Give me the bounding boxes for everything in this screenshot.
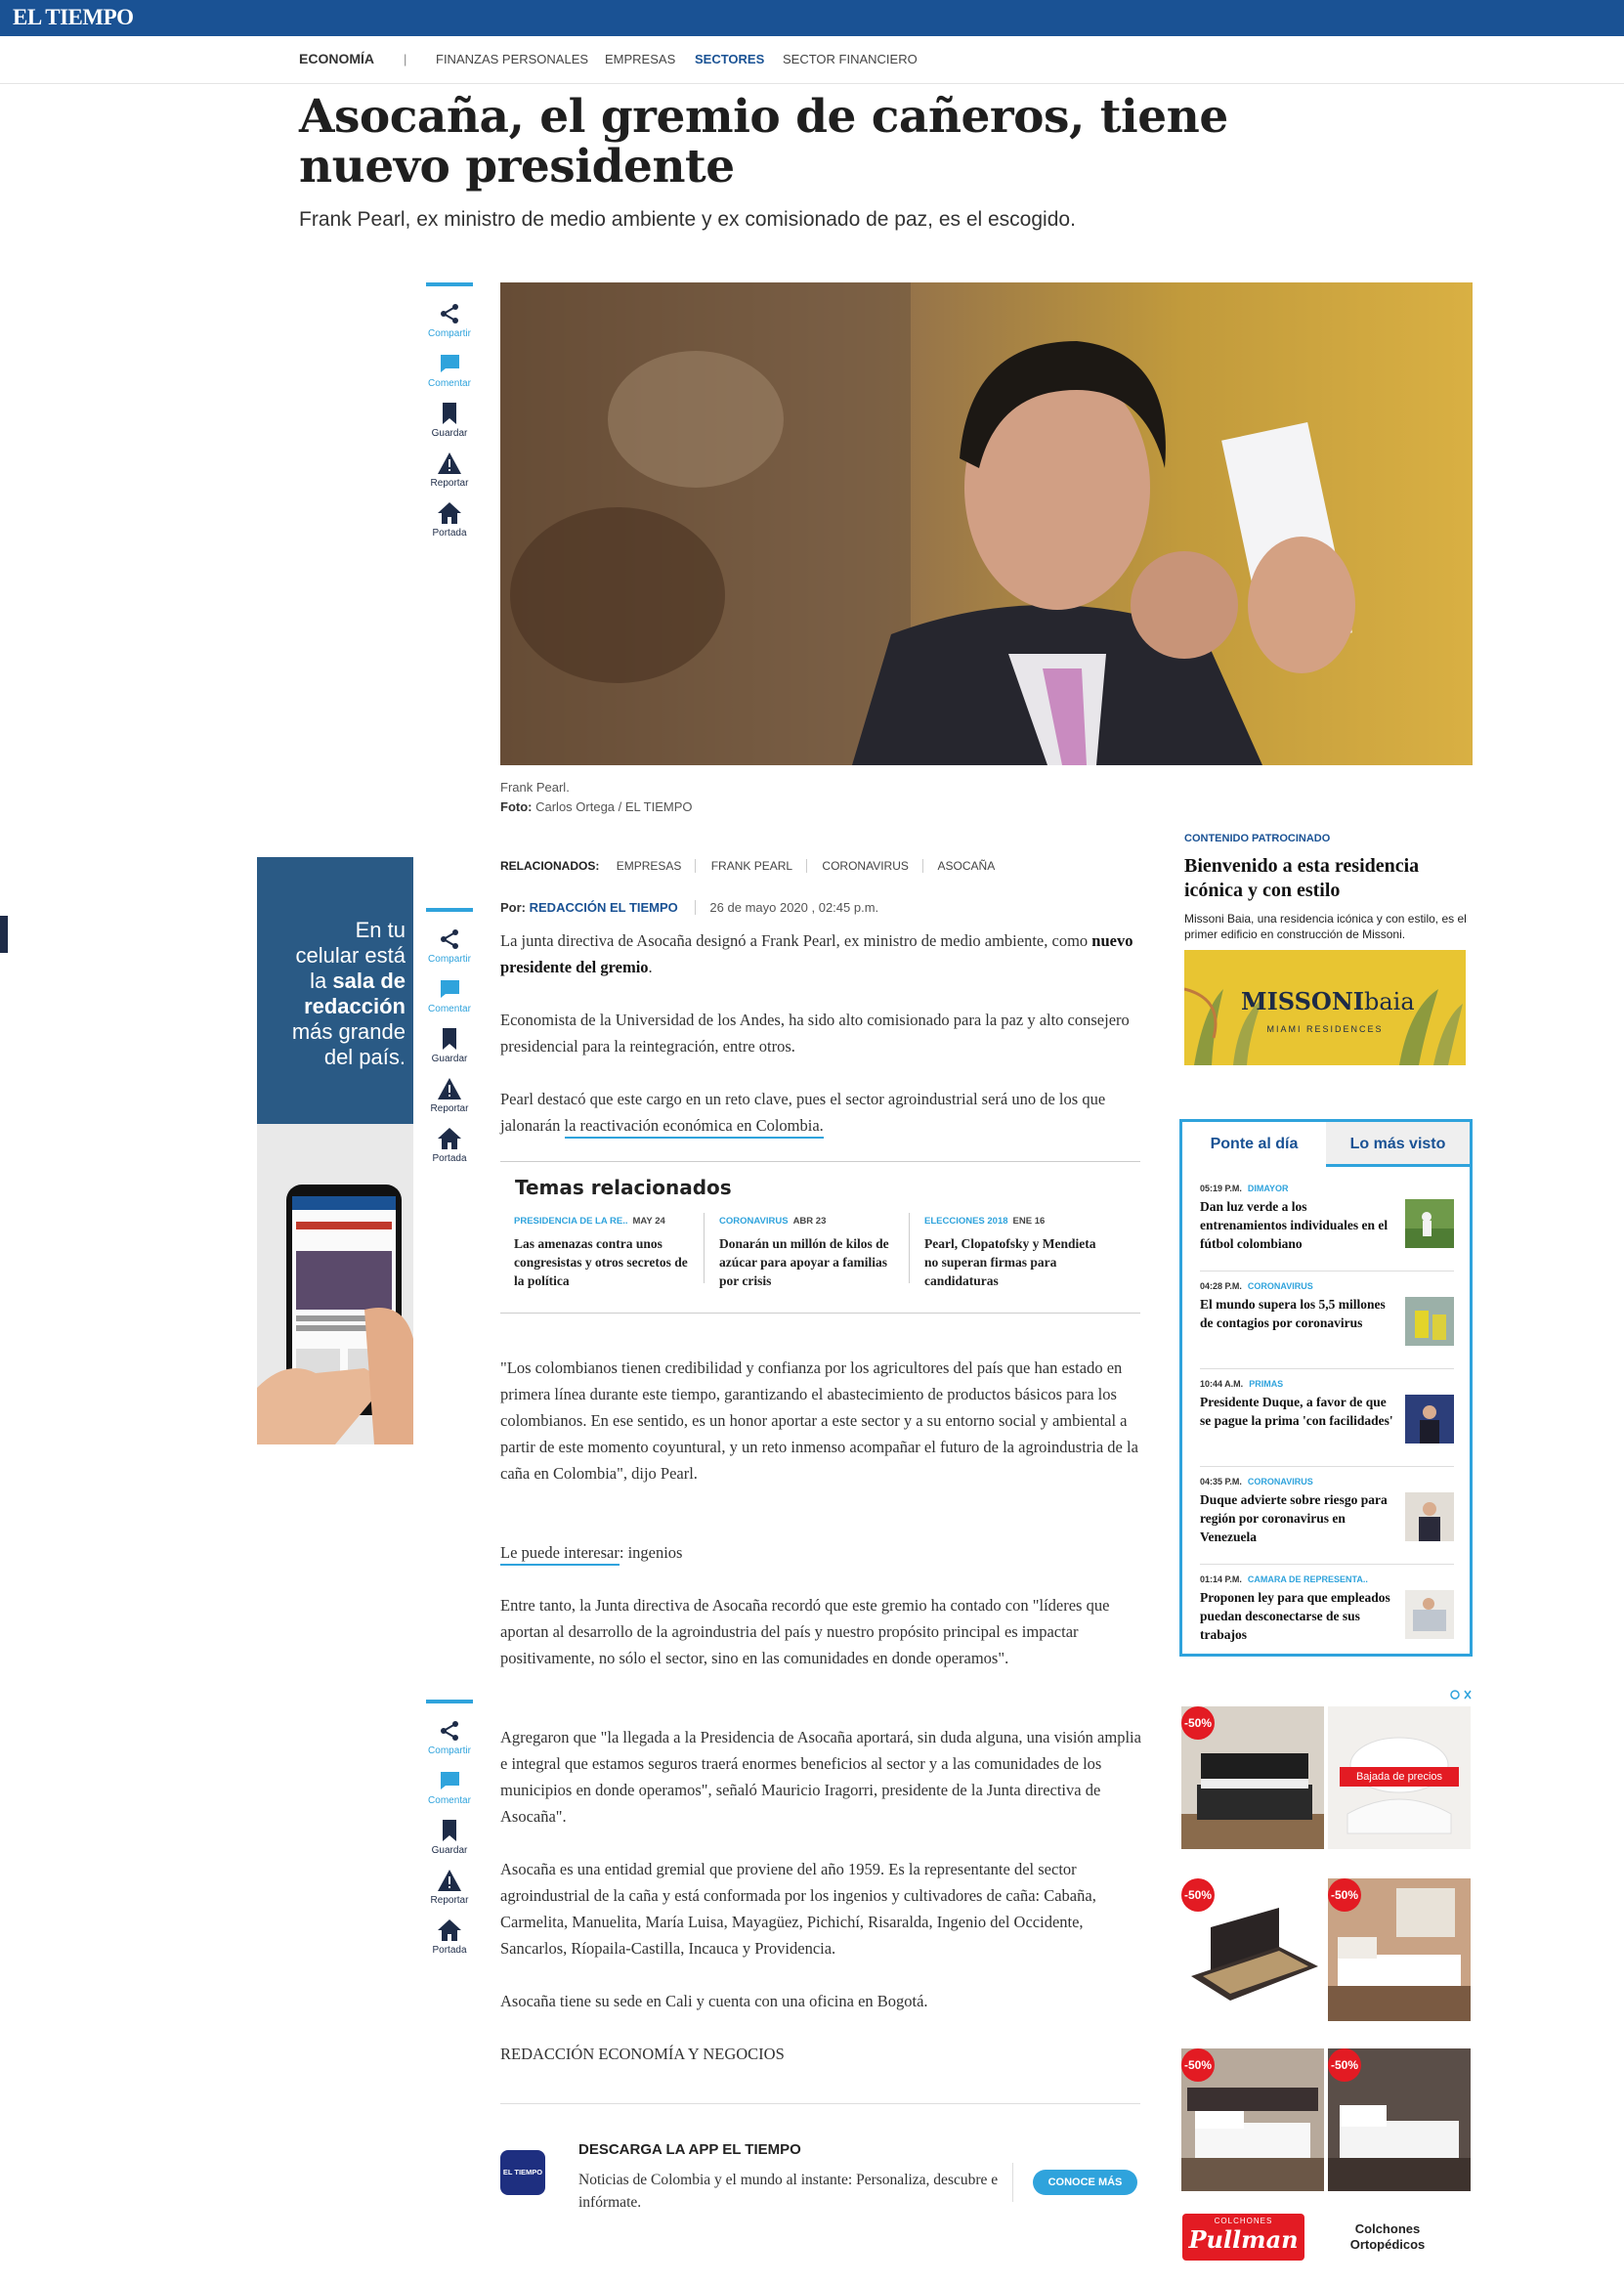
comment-button[interactable] [426,977,473,1015]
photo-credit-label: Foto: [500,799,533,814]
trending-thumbnail [1405,1395,1454,1444]
trending-headline: El mundo supera los 5,5 millones de contagios por coronavirus [1200,1297,1386,1330]
left-ad-phone-area [257,1124,413,1444]
trending-category: CORONAVIRUS [1247,1281,1313,1291]
bookmark-icon [440,402,459,425]
trending-item[interactable] [1200,1477,1454,1565]
related-tag[interactable]: EMPRESAS [617,859,697,873]
topic-category: CORONAVIRUS [719,1216,789,1227]
pullman-tagline-line: Colchones [1354,2221,1421,2236]
left-ad-line-part: la [310,969,333,993]
left-ad-line-bold: redacción [304,994,406,1018]
missoni-logo-light: baia [1364,988,1415,1015]
topic-meta [514,1216,691,1227]
related-label: RELACIONADOS: [500,859,600,873]
left-ad-line: del país. [323,1045,406,1069]
trending-time: 10:44 A.M. [1200,1379,1244,1389]
pullman-ad[interactable] [1182,2214,1475,2264]
left-ad-banner [257,857,413,1124]
left-ad-line-bold: sala de [332,969,406,993]
nav-sector-financiero[interactable]: SECTOR FINANCIERO [783,52,918,66]
trending-headline: Duque advierte sobre riesgo para región por coronavirus en Venezuela [1200,1492,1388,1544]
top-bar [0,0,1624,36]
trending-category: CAMARA DE REPRESENTA.. [1247,1574,1368,1584]
app-title: DESCARGA LA APP EL TIEMPO [578,2141,801,2158]
save-button[interactable] [426,1027,473,1065]
pullman-logo [1182,2214,1304,2261]
paragraph-6: Entre tanto, la Junta directiva de Asocaña recordó que este gremio ha contado con "líderes que aportan al desarrollo de la agroindustria del país y nuestro propósito principal es impactar positivamente, no sólo el sector, sino en las comunidades en donde operamos". [500,1596,1110,1667]
discount-badge: -50% [1181,1706,1215,1740]
warning-icon [437,1077,462,1100]
tab-lo-mas-visto[interactable]: Lo más visto [1326,1122,1470,1167]
trending-meta [1200,1574,1454,1584]
section-nav [0,36,1624,84]
p5-text: : ingenios [619,1543,683,1562]
trending-headline: Presidente Duque, a favor de que se pague la prima 'con facilidades' [1200,1395,1393,1428]
trending-thumbnail [1405,1492,1454,1541]
byline [500,900,878,915]
discount-badge: -50% [1328,2048,1361,2082]
topic-divider [909,1213,910,1283]
related-tag[interactable]: FRANK PEARL [711,859,807,873]
trending-category: CORONAVIRUS [1247,1477,1313,1487]
related-topic-item[interactable] [705,1216,896,1299]
related-tag[interactable]: ASOCAÑA [937,859,996,873]
topic-category: PRESIDENCIA DE LA RE.. [514,1216,628,1227]
trending-time: 05:19 P.M. [1200,1184,1242,1193]
trending-headline: Proponen ley para que empleados puedan desconectarse de sus trabajos [1200,1590,1390,1642]
comment-button[interactable] [426,352,473,390]
topic-category: ELECCIONES 2018 [924,1216,1008,1227]
report-label: Reportar [430,478,469,489]
missoni-logo-bold: MISSONI [1241,987,1364,1015]
byline-label: Por: [500,900,526,915]
pullman-tagline [1314,2221,1461,2253]
sponsored-label: CONTENIDO PATROCINADO [1184,833,1331,844]
app-description: Noticias de Colombia y el mundo al instante: Personaliza, descubre e infórmate. [578,2172,999,2211]
phone-in-hand-illustration [257,1124,413,1444]
trending-item[interactable] [1200,1379,1454,1467]
trending-thumbnail [1405,1297,1454,1346]
bookmark-icon [440,1027,459,1051]
topic-headline: Las amenazas contra unos congresistas y otros secretos de la política [514,1236,688,1288]
warning-icon [437,452,462,475]
share-rail-middle [426,908,473,1201]
author-link[interactable]: REDACCIÓN EL TIEMPO [529,900,678,915]
publish-date: 26 de mayo 2020 , 02:45 p.m. [695,900,878,915]
trending-time: 04:28 P.M. [1200,1281,1242,1291]
topic-divider [704,1213,705,1283]
paragraph-5 [500,1539,1145,1566]
share-rail-top [426,282,473,566]
topic-meta [719,1216,896,1227]
trending-item[interactable] [1200,1184,1454,1271]
topic-meta [924,1216,1101,1227]
share-icon [438,927,461,951]
topic-date: ABR 23 [792,1216,827,1227]
save-label: Guardar [431,428,468,439]
product-ad-grid [1181,1689,1477,2207]
comment-button[interactable] [426,1769,473,1807]
promo-label: Bajada de precios [1340,1767,1459,1787]
related-topics-box [500,1161,1140,1314]
comment-icon [438,1769,461,1792]
home-icon [437,1127,462,1150]
paragraph-9: Asocaña tiene su sede en Cali y cuenta con una oficina en Bogotá. [500,1992,928,2010]
p1-end: . [648,958,653,976]
caption-text: Frank Pearl. [500,780,570,795]
nav-sectores[interactable]: SECTORES [695,52,765,66]
report-button[interactable] [426,1869,473,1907]
trending-tabs [1182,1122,1470,1167]
comment-label: Comentar [428,1795,471,1806]
paragraph-4: "Los colombianos tienen credibilidad y confianza por los agricultores del país que han estado en primera línea durante este tiempo, garantizando el abastecimiento de productos básicos para los colombianos. En ese sentido, es un honor aportar a este sector y a su entorno social y ambiental a partir de este momento coyuntural, y un reto inmenso acompañar el futuro de la agroindustria de la caña en Colombia", dijo Pearl. [500,1358,1138,1483]
trending-meta [1200,1281,1454,1291]
related-tags [500,859,1020,873]
home-button[interactable] [426,1918,473,1957]
paragraph-7: Agregaron que "la llegada a la Presidencia de Asocaña aportará, sin duda alguna, una visión amplia e integral que estamos seguros traerá enormes beneficios al sector y a las comunidades de los municipios en donde operamos", señaló Mauricio Iragorri, presidente de la Junta directiva de Asocaña". [500,1728,1141,1826]
related-topic-item[interactable] [500,1216,691,1299]
app-divider [1012,2163,1013,2202]
nav-finanzas-personales[interactable]: FINANZAS PERSONALES [436,52,589,66]
p1-bold: nuevo presidente del gremio [500,931,1133,976]
trending-headline: Dan luz verde a los entrenamientos individuales en el fútbol colombiano [1200,1199,1389,1251]
report-button[interactable] [426,1077,473,1115]
product-ad[interactable] [1328,1878,1471,2021]
product-ad[interactable] [1328,1706,1471,1849]
comment-icon [438,352,461,375]
site-logo[interactable]: EL TIEMPO [13,5,134,29]
trending-category: DIMAYOR [1247,1184,1289,1193]
trending-thumbnail [1405,1199,1454,1248]
comment-label: Comentar [428,1004,471,1014]
trending-time: 01:14 P.M. [1200,1574,1242,1584]
discount-badge: -50% [1328,1878,1361,1912]
home-label: Portada [432,1945,467,1956]
trending-item[interactable] [1200,1574,1454,1662]
topic-headline: Donarán un millón de kilos de azúcar para apoyar a familias por crisis [719,1236,889,1288]
share-button[interactable] [426,1719,473,1757]
left-ad-line [292,969,406,994]
comment-label: Comentar [428,378,471,389]
topic-date: MAY 24 [632,1216,665,1227]
share-label: Compartir [428,1745,471,1756]
missoni-subtitle: MIAMI RESIDENCES [1266,1024,1384,1034]
reactivation-link[interactable]: la reactivación económica en Colombia. [565,1116,824,1139]
share-icon [438,302,461,325]
app-icon[interactable]: EL TIEMPO [500,2150,545,2195]
left-ad-line: En tu [355,918,406,942]
paragraph-3 [500,1086,1145,1139]
home-button[interactable] [426,1127,473,1165]
product-ad[interactable] [1181,1706,1324,1849]
warning-icon [437,1869,462,1892]
nav-economia[interactable]: ECONOMÍA [299,51,374,66]
topic-headline: Pearl, Clopatofsky y Mendieta no superan firmas para candidaturas [924,1236,1096,1288]
nav-empresas[interactable]: EMPRESAS [605,52,676,66]
trending-meta [1200,1477,1454,1487]
share-label: Compartir [428,954,471,965]
share-icon [438,1719,461,1743]
report-button[interactable] [426,452,473,490]
left-ad-line: más grande [291,1019,406,1044]
pullman-tagline-line: Ortopédicos [1349,2237,1426,2252]
product-ad[interactable] [1328,2048,1471,2191]
article-photo[interactable] [500,282,1473,765]
discount-badge: -50% [1181,2048,1215,2082]
home-icon [437,501,462,525]
article-subtitle: Frank Pearl, ex ministro de medio ambiente y ex comisionado de paz, es el escogido. [299,208,1076,231]
portrait-illustration [500,282,1473,765]
left-ad-line: celular está [295,943,406,968]
paragraph-2: Economista de la Universidad de los Andes, ha sido alto comisionado para la paz y alto consejero presidencial para la reintegración, entre otros. [500,1011,1130,1056]
trending-time: 04:35 P.M. [1200,1477,1242,1487]
pullman-logo-small: COLCHONES [1214,2217,1273,2225]
topic-date: ENE 16 [1012,1216,1046,1227]
home-label: Portada [432,528,467,539]
report-label: Reportar [430,1103,469,1114]
trending-item[interactable] [1200,1281,1454,1369]
share-button[interactable] [426,302,473,340]
paragraph-1 [500,927,1145,980]
related-interest-link[interactable]: Le puede interesar [500,1543,620,1566]
photo-credit: Carlos Ortega / EL TIEMPO [535,799,693,814]
home-icon [437,1918,462,1942]
discount-badge: -50% [1181,1878,1215,1912]
related-topics-heading: Temas relacionados [515,1176,732,1199]
nav-separator: | [404,52,407,66]
app-download-box [500,2103,1140,2220]
trending-box [1179,1119,1473,1657]
photo-credit-line [500,797,693,817]
tab-ponte-al-dia[interactable]: Ponte al día [1182,1122,1326,1167]
sponsored-content[interactable] [1184,833,1477,1065]
learn-more-button[interactable]: CONOCE MÁS [1033,2170,1137,2195]
trending-meta [1200,1379,1454,1389]
bookmark-icon [440,1819,459,1842]
save-button[interactable] [426,1819,473,1857]
product-ad[interactable] [1181,2048,1324,2191]
sponsored-description: Missoni Baia, una residencia icónica y con estilo, es el primer edificio en construcción de Missoni. [1184,912,1467,941]
paragraph-8: Asocaña es una entidad gremial que proviene del año 1959. Es la representante del sector agroindustrial de la caña y está conformada por los ingenios y cultivadores de caña: Cabaña, Carmelita, Manuelita, María Luisa, Mayagüez, Pichichí, Risaralda, Ingenio del Occidente, Sancarlos, Ríopaila-Castilla, Incauca y Providencia. [500,1860,1096,1958]
adchoices-icon[interactable] [1450,1689,1474,1701]
trending-meta [1200,1184,1454,1193]
trending-category: PRIMAS [1249,1379,1284,1389]
related-tag[interactable]: CORONAVIRUS [822,859,922,873]
home-button[interactable] [426,501,473,539]
home-label: Portada [432,1153,467,1164]
comment-icon [438,977,461,1001]
report-label: Reportar [430,1895,469,1906]
missoni-logo [1241,987,1415,1015]
left-app-ad[interactable] [257,857,413,1444]
save-label: Guardar [431,1845,468,1856]
save-button[interactable] [426,402,473,440]
article-signature: REDACCIÓN ECONOMÍA Y NEGOCIOS [500,2045,785,2063]
p3-text: Pearl destacó que este cargo en un reto clave, pues el sector agroindustrial será uno de los que jalonarán [500,1090,1106,1135]
photo-caption [500,778,693,817]
sponsored-image [1184,950,1466,1065]
article-title: Asocaña, el gremio de cañeros, tiene nuevo presidente [299,90,1228,194]
trending-thumbnail [1405,1590,1454,1639]
share-label: Compartir [428,328,471,339]
save-label: Guardar [431,1054,468,1064]
pullman-logo-text: Pullman [1188,2225,1299,2254]
left-ad-text [292,918,406,1070]
product-ad[interactable] [1181,1878,1324,2021]
sponsored-title: Bienvenido a esta residencia icónica y con estilo [1184,855,1420,901]
share-button[interactable] [426,927,473,966]
scroll-edge-tab[interactable] [0,916,8,953]
share-rail-bottom [426,1700,473,1993]
p1-text: La junta directiva de Asocaña designó a Frank Pearl, ex ministro de medio ambiente, como [500,931,1092,950]
related-topic-item[interactable] [911,1216,1101,1299]
